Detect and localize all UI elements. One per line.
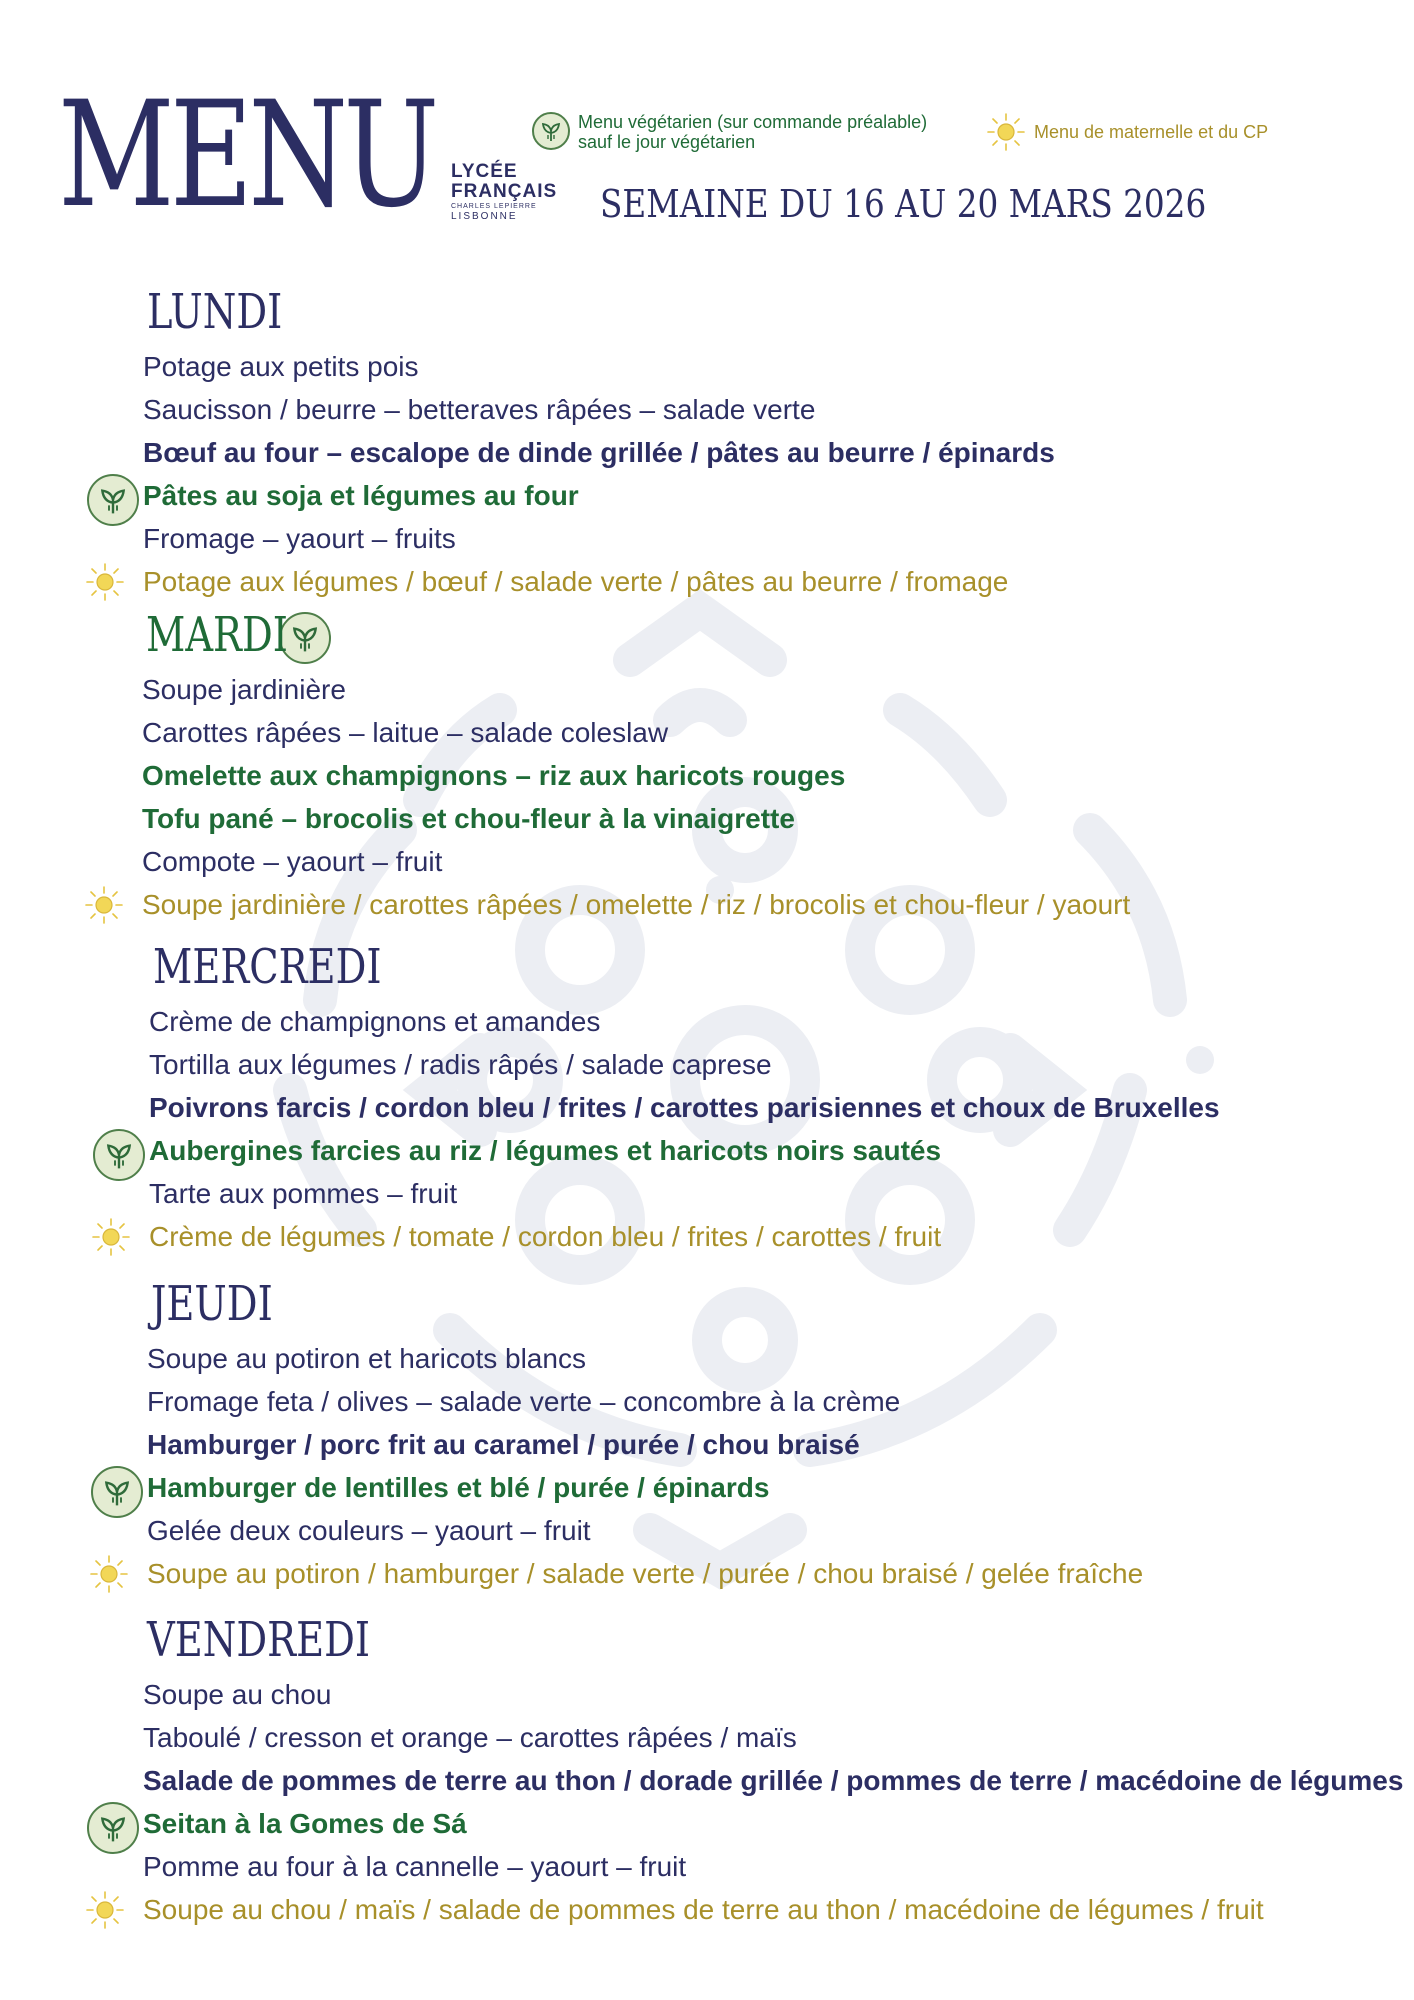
vegetarian-line [143,1802,1403,1845]
sun-icon [91,1217,131,1257]
entree-line: Saucisson / beurre – betteraves râpées – salade verte [143,394,816,425]
day-title: VENDREDI [147,1612,371,1668]
vegetarian-line-text: Pâtes au soja et légumes au four [143,480,579,511]
day-title: MARDI [146,607,288,663]
maternelle-line [143,560,1055,603]
day-title: LUNDI [147,284,283,340]
starter-line: Soupe au chou [143,1679,332,1710]
school-logo-line2: FRANÇAIS [451,181,558,202]
menu-title: MENU [58,70,435,240]
main-line: Omelette aux champignons – riz aux haricots rouges [142,760,846,791]
vegetarian-line [149,1129,1220,1172]
vegetarian-line [143,474,1055,517]
dessert-line: Compote – yaourt – fruit [142,846,443,877]
sun-icon [986,112,1026,152]
sun-icon [85,562,125,602]
starter-line: Potage aux petits pois [143,351,419,382]
vegetarian-line [147,1466,1143,1509]
week-title: SEMAINE DU 16 AU 20 MARS 2026 [600,182,1207,226]
day-section-mardi [142,608,1130,926]
maternelle-line-text: Soupe au potiron / hamburger / salade verte / purée / chou braisé / gelée fraîche [147,1558,1144,1589]
leaf-fork-icon [87,1802,139,1854]
maternelle-line-text: Soupe au chou / maïs / salade de pommes de terre au thon / macédoine de légumes / fruit [143,1894,1264,1925]
dessert-line: Tarte aux pommes – fruit [149,1178,458,1209]
school-logo-line1: LYCÉE [451,161,518,182]
dessert-line: Fromage – yaourt – fruits [143,523,456,554]
entree-line: Tortilla aux légumes / radis râpés / salade caprese [149,1049,772,1080]
dessert-line: Gelée deux couleurs – yaourt – fruit [147,1515,591,1546]
leaf-fork-icon [532,112,570,150]
day-section-mercredi [149,940,1220,1258]
main-line: Bœuf au four – escalope de dinde grillée / pâtes au beurre / épinards [143,437,1055,468]
starter-line: Crème de champignons et amandes [149,1006,601,1037]
vegetarian-line-text: Hamburger de lentilles et blé / purée / épinards [147,1472,770,1503]
legend-vegetarian-line1: Menu végétarien (sur commande préalable) [578,112,928,132]
maternelle-line-text: Potage aux légumes / bœuf / salade verte / pâtes au beurre / fromage [143,566,1009,597]
maternelle-line-text: Crème de légumes / tomate / cordon bleu / frites / carottes / fruit [149,1221,942,1252]
legend-vegetarian [532,112,927,152]
leaf-fork-icon [87,474,139,526]
entree-line: Fromage feta / olives – salade verte – concombre à la crème [147,1386,901,1417]
legend-maternelle [986,112,1268,152]
maternelle-line [149,1215,1220,1258]
entree-line: Carottes râpées – laitue – salade coleslaw [142,717,669,748]
sun-icon [85,1890,125,1930]
day-title: MERCREDI [153,939,382,995]
leaf-fork-icon [93,1129,145,1181]
legend-maternelle-label: Menu de maternelle et du CP [1034,122,1269,142]
main-line: Salade de pommes de terre au thon / dorade grillée / pommes de terre / macédoine de légumes [143,1765,1404,1796]
vegetarian-line-text: Aubergines farcies au riz / légumes et haricots noirs sautés [149,1135,942,1166]
school-logo-line3: CHARLES LEPIERRE [451,203,537,210]
entree-line: Taboulé / cresson et orange – carottes râpées / maïs [143,1722,797,1753]
day-title: JEUDI [151,1276,273,1332]
leaf-fork-icon [91,1466,143,1518]
maternelle-line-text: Soupe jardinière / carottes râpées / omelette / riz / brocolis et chou-fleur / yaourt [142,889,1131,920]
main-line: Hamburger / porc frit au caramel / purée / chou braisé [147,1429,860,1460]
day-section-jeudi [147,1277,1143,1595]
starter-line: Soupe jardinière [142,674,346,705]
starter-line: Soupe au potiron et haricots blancs [147,1343,586,1374]
maternelle-line [142,883,1130,926]
legend-vegetarian-line2: sauf le jour végétarien [578,132,756,152]
school-logo [451,162,557,223]
day-section-vendredi [143,1613,1403,1931]
vegetarian-line: Tofu pané – brocolis et chou-fleur à la vinaigrette [142,803,795,834]
sun-icon [89,1554,129,1594]
day-section-lundi [143,285,1055,603]
dessert-line: Pomme au four à la cannelle – yaourt – fruit [143,1851,687,1882]
vegetarian-line-text: Seitan à la Gomes de Sá [143,1808,467,1839]
sun-icon [84,885,124,925]
maternelle-line [143,1888,1403,1931]
school-logo-line4: LISBONNE [451,211,518,222]
main-line: Poivrons farcis / cordon bleu / frites / carottes parisiennes et choux de Bruxelles [149,1092,1220,1123]
maternelle-line [147,1552,1143,1595]
